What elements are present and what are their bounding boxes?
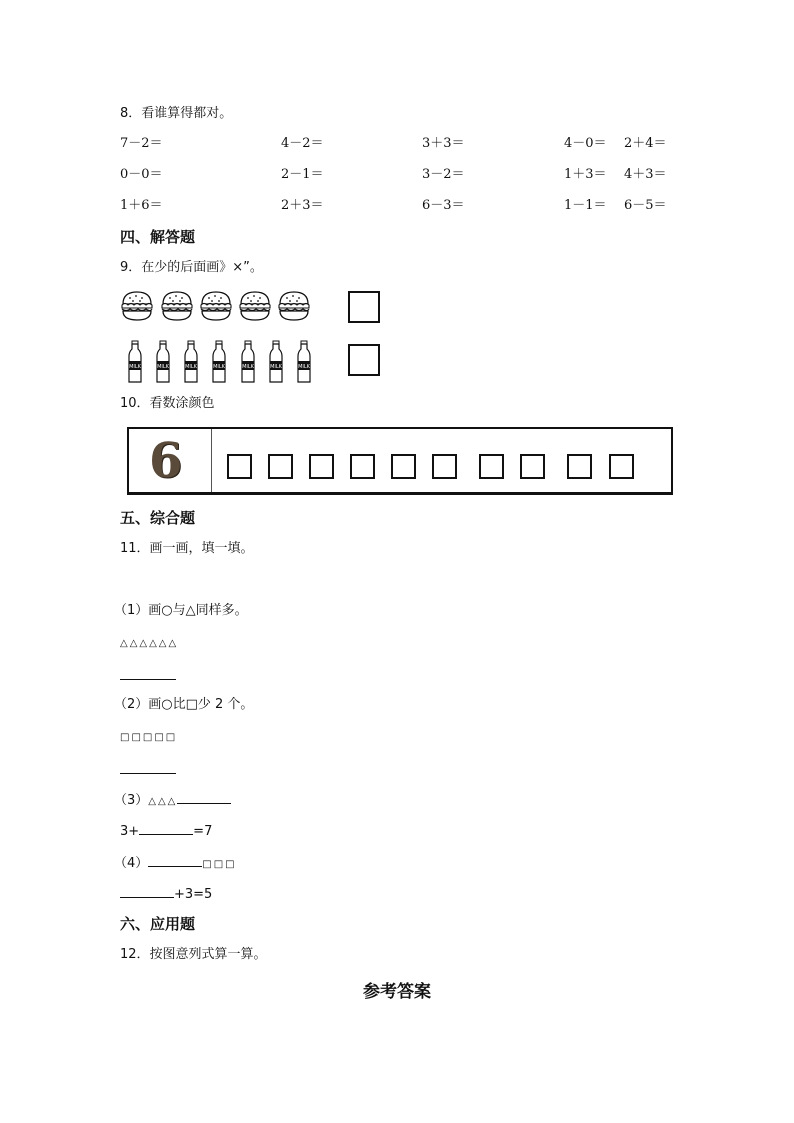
- q11-part-4-equation: [120, 885, 212, 903]
- equation: 6－5＝: [624, 198, 667, 213]
- section-heading: 四、解答题: [120, 228, 196, 246]
- burger-icon: [238, 289, 272, 323]
- answer-box-bottles[interactable]: [348, 344, 380, 376]
- q8-row-3: [0, 198, 794, 214]
- q11-title: 11．画一画，填一填。: [120, 541, 254, 556]
- burger-icon: [277, 289, 311, 323]
- answer-blank[interactable]: [120, 885, 174, 898]
- part-number: （3）: [114, 793, 149, 808]
- equation: 7－2＝: [120, 136, 163, 151]
- equation-right: +3=5: [174, 887, 213, 902]
- equation: 4－2＝: [281, 136, 324, 151]
- svg-text:MILK: MILK: [270, 364, 282, 370]
- q11-part-1: （1）画○与△同样多。: [114, 603, 248, 618]
- equation-left: 3+: [120, 824, 140, 839]
- svg-text:MILK: MILK: [185, 364, 197, 370]
- svg-text:MILK: MILK: [298, 364, 310, 370]
- milk-bottle-icon: [184, 340, 198, 384]
- q10-title: 10．看数涂颜色: [120, 396, 215, 411]
- svg-text:MILK: MILK: [213, 364, 225, 370]
- milk-bottle-icon: [241, 340, 255, 384]
- q11-part-4: [114, 854, 237, 873]
- section-heading: 六、应用题: [120, 915, 196, 933]
- section-heading: 五、综合题: [120, 509, 196, 527]
- equation: 1＋6＝: [120, 198, 163, 213]
- equation: 0－0＝: [120, 167, 163, 182]
- color-box[interactable]: [309, 454, 334, 479]
- q8-title: 8．看谁算得都对。: [120, 106, 233, 121]
- equation: 3＋3＝: [422, 136, 465, 151]
- color-box[interactable]: [227, 454, 252, 479]
- milk-bottle-icon: [128, 340, 142, 384]
- equation: 1＋3＝: [564, 167, 607, 182]
- milk-bottle-icon: [297, 340, 311, 384]
- milk-bottle-icon: [156, 340, 170, 384]
- triangle-row: △△△: [148, 796, 178, 807]
- color-box[interactable]: [350, 454, 375, 479]
- answer-box-burgers[interactable]: [348, 291, 380, 323]
- triangle-row: △△△△△△: [120, 638, 179, 649]
- equation-right: =7: [193, 824, 213, 839]
- color-box[interactable]: [520, 454, 545, 479]
- svg-text:MILK: MILK: [129, 364, 141, 370]
- answer-blank[interactable]: [120, 679, 176, 680]
- answer-blank[interactable]: [139, 822, 193, 835]
- panel-divider: [211, 429, 212, 492]
- color-count-panel: [127, 427, 673, 495]
- milk-bottle-icon: [212, 340, 226, 384]
- q11-part-3: [114, 791, 231, 810]
- color-box[interactable]: [268, 454, 293, 479]
- equation: 4－0＝: [564, 136, 607, 151]
- equation: 4＋3＝: [624, 167, 667, 182]
- square-row: □□□□□: [120, 732, 178, 743]
- milk-bottle-icon: [269, 340, 283, 384]
- answer-blank[interactable]: [148, 854, 202, 867]
- color-box[interactable]: [609, 454, 634, 479]
- color-box[interactable]: [432, 454, 457, 479]
- burger-icon: [160, 289, 194, 323]
- part-number: （4）: [114, 856, 149, 871]
- equation: 2＋4＝: [624, 136, 667, 151]
- q9-title: 9．在少的后面画》×”。: [120, 260, 263, 275]
- q12-title: 12．按图意列式算一算。: [120, 947, 267, 962]
- equation: 1－1＝: [564, 198, 607, 213]
- burger-icon: [199, 289, 233, 323]
- svg-text:MILK: MILK: [157, 364, 169, 370]
- answers-title: 参考答案: [363, 982, 431, 1002]
- q11-part-3-equation: [120, 822, 212, 840]
- equation: 3－2＝: [422, 167, 465, 182]
- color-box[interactable]: [479, 454, 504, 479]
- target-number: 6: [149, 433, 183, 489]
- square-row: □□□: [202, 859, 237, 870]
- equation: 2＋3＝: [281, 198, 324, 213]
- burger-icon: [120, 289, 154, 323]
- color-box[interactable]: [391, 454, 416, 479]
- svg-text:MILK: MILK: [242, 364, 254, 370]
- q8-row-1: [0, 136, 794, 152]
- equation: 6－3＝: [422, 198, 465, 213]
- answer-blank[interactable]: [120, 773, 176, 774]
- q8-row-2: [0, 167, 794, 183]
- q11-part-2: （2）画○比□少 2 个。: [114, 697, 254, 712]
- answer-blank[interactable]: [177, 791, 231, 804]
- equation: 2－1＝: [281, 167, 324, 182]
- color-box[interactable]: [567, 454, 592, 479]
